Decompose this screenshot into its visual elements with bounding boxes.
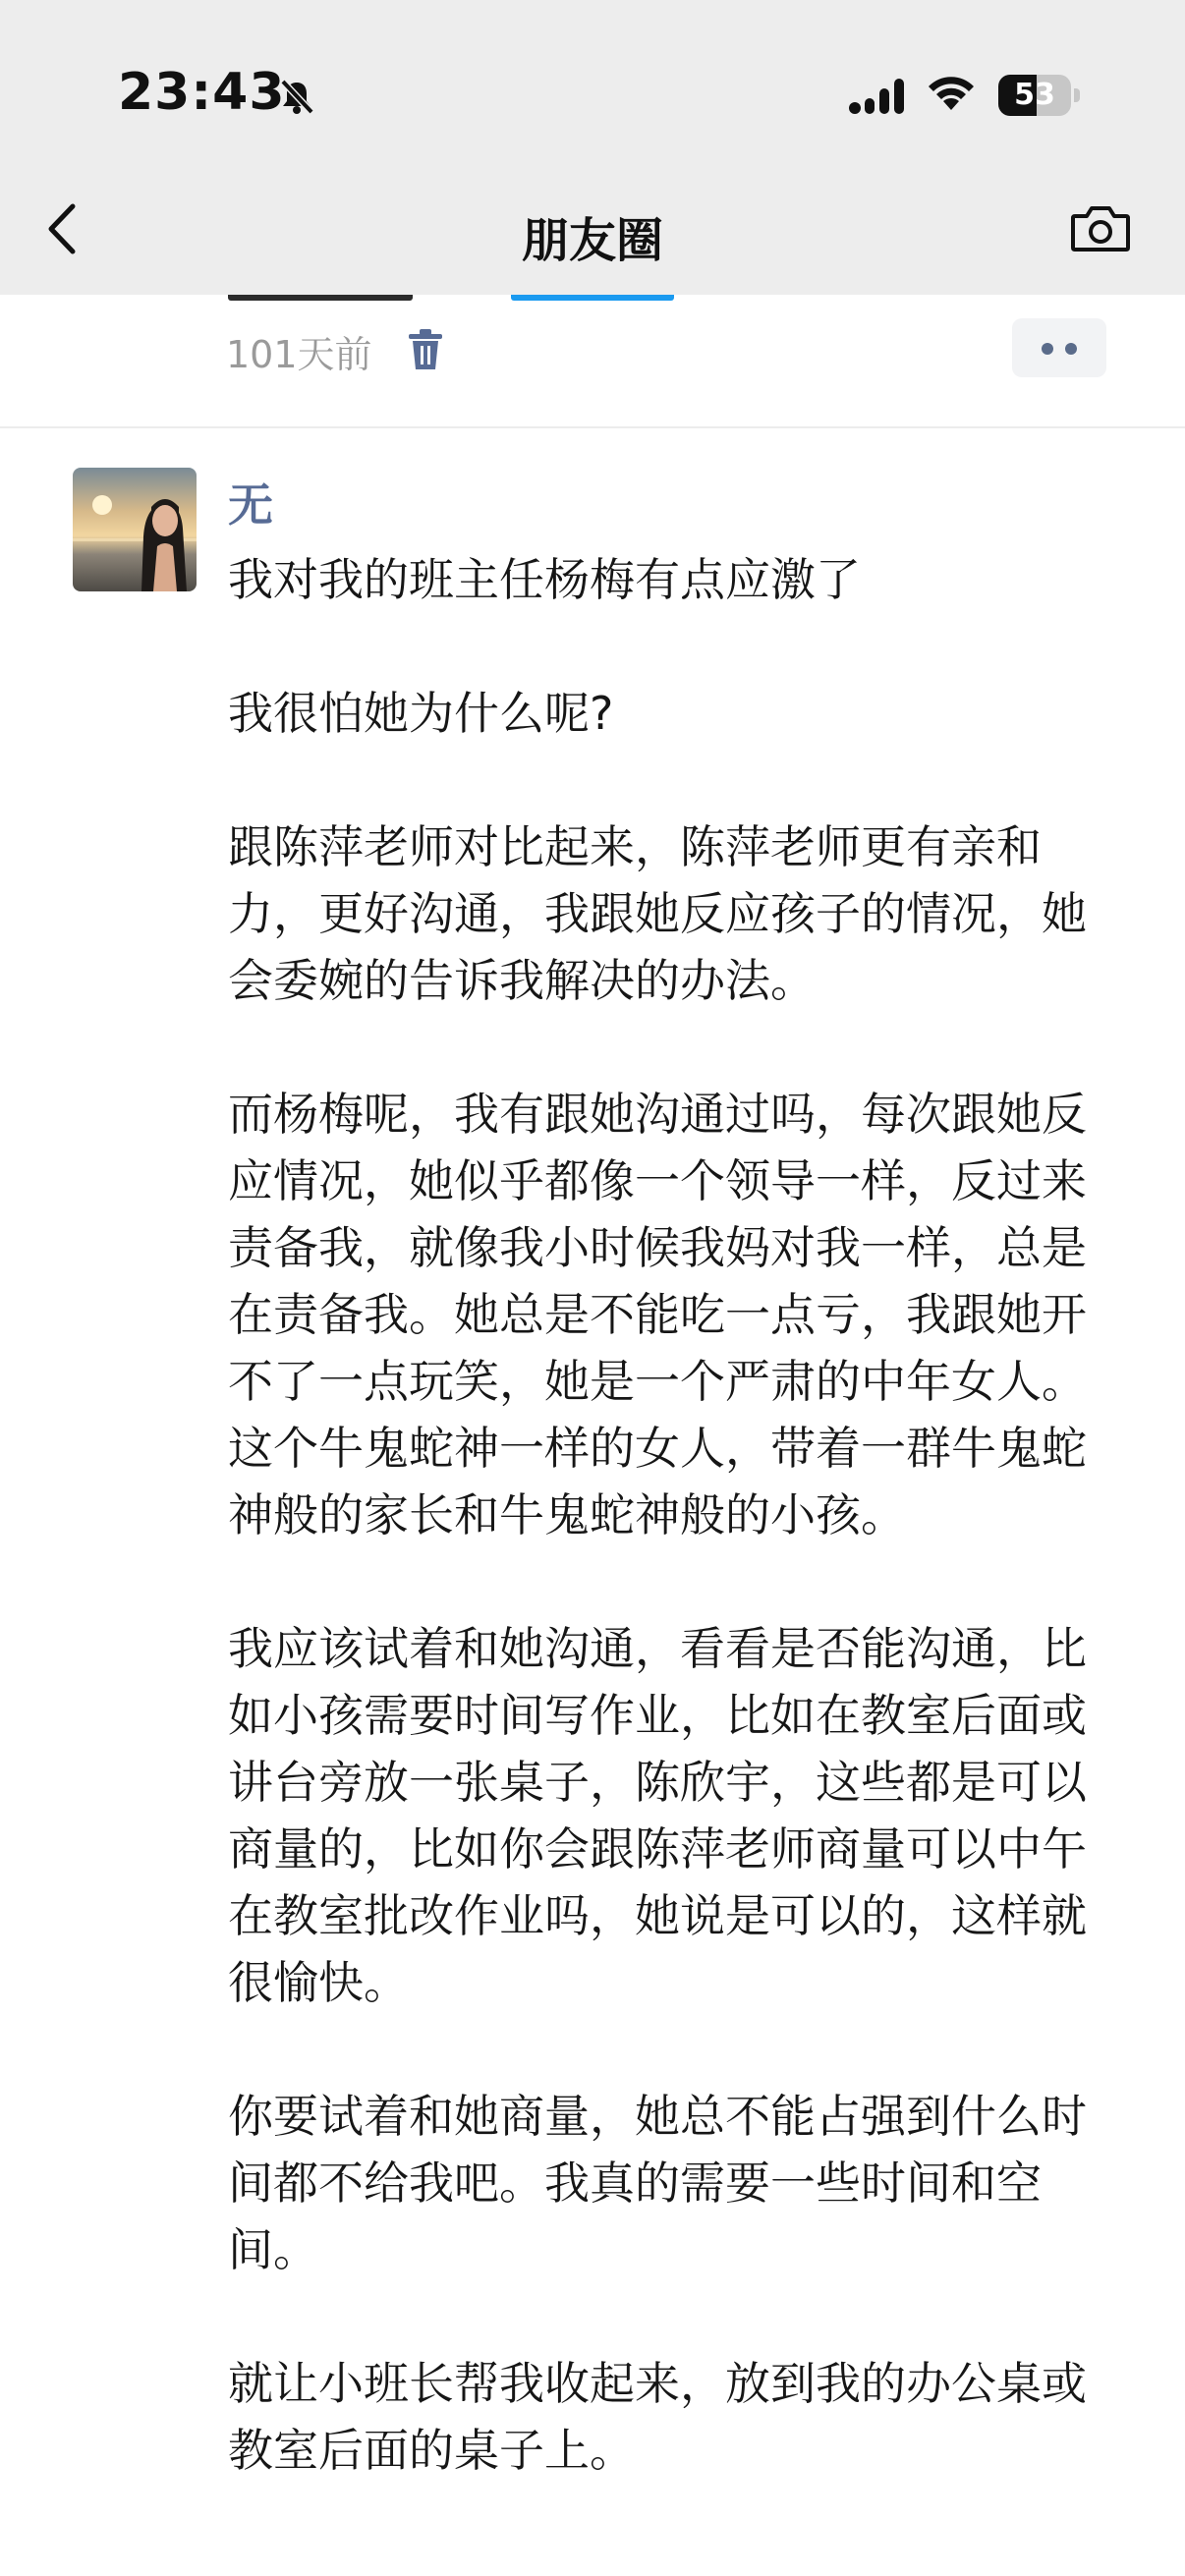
more-actions-button[interactable] <box>1012 318 1106 377</box>
page-title: 朋友圈 <box>521 213 663 268</box>
previous-post-image-edge <box>228 295 413 301</box>
wifi-icon <box>924 71 979 114</box>
post-paragraph: 就让小班长帮我收起来，放到我的办公桌或教室后面的桌子上。 <box>228 2357 1087 2477</box>
post-paragraph: 而杨梅呢，我有跟她沟通过吗，每次跟她反应情况，她似乎都像一个领导一样，反过来责备我，就像我小时候我妈对我一样，总是在责备我。她总是不能吃一点亏，我跟她开不了一点玩笑，她是一个严肃的中年女人。这个牛鬼蛇神一样的女人，带着一群牛鬼蛇神般的家长和牛鬼蛇神般的小孩。 <box>228 1088 1087 1541</box>
post-content <box>228 546 1112 2550</box>
more-dot-icon <box>1042 343 1053 355</box>
avatar-photo <box>73 468 197 591</box>
battery-level: 53 <box>1014 78 1055 112</box>
battery-indicator <box>998 75 1081 116</box>
status-time: 23:43 <box>118 63 286 122</box>
post-paragraph: 跟陈萍老师对比起来，陈萍老师更有亲和力，更好沟通，我跟她反应孩子的情况，她会委婉的告诉我解决的办法。 <box>228 820 1087 1007</box>
more-dot-icon <box>1065 343 1077 355</box>
avatar[interactable] <box>73 468 197 591</box>
silent-bell-icon <box>277 77 316 116</box>
post-paragraph: 我对我的班主任杨梅有点应激了 <box>228 553 861 606</box>
post-author-name[interactable]: 无 <box>228 478 273 532</box>
post-paragraph: 我很怕她为什么呢? <box>228 687 614 740</box>
delete-trash-icon[interactable] <box>405 328 446 371</box>
camera-icon[interactable] <box>1069 202 1132 253</box>
previous-post-image-edge <box>511 295 674 301</box>
post-divider <box>0 426 1185 428</box>
post-paragraph: 我应该试着和她沟通，看看是否能沟通，比如小孩需要时间写作业，比如在教室后面或讲台旁放一张桌子，陈欣宇，这些都是可以商量的，比如你会跟陈萍老师商量可以中午在教室批改作业吗，她说是可以的，这样就很愉快。 <box>228 1622 1087 2009</box>
cellular-signal-icon <box>849 77 908 116</box>
post-paragraph: 你要试着和她商量，她总不能占强到什么时间都不给我吧。我真的需要一些时间和空间。 <box>228 2090 1087 2276</box>
previous-post-time: 101天前 <box>226 333 372 376</box>
